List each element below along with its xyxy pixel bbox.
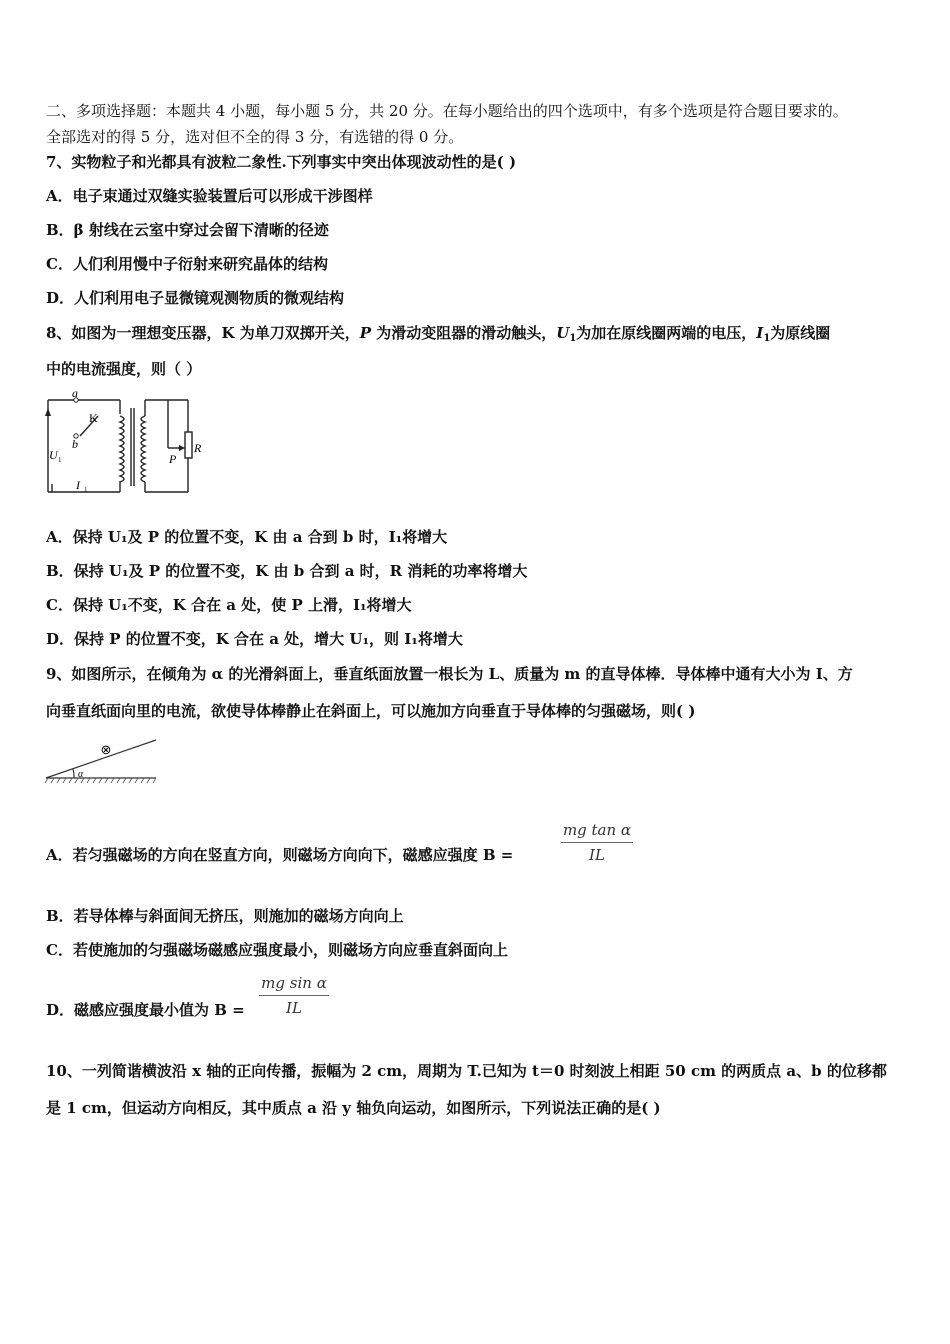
q8-option-b: B．保持 U₁及 P 的位置不变，K 由 b 合到 a 时，R 消耗的功率将增大 bbox=[46, 562, 528, 580]
fig-label-b: b bbox=[72, 437, 78, 451]
fig-label-p: P bbox=[169, 452, 177, 466]
fraction-denominator: IL bbox=[589, 846, 605, 864]
fig-label-k: K bbox=[89, 411, 98, 425]
q7-option-a: A．电子束通过双缝实验装置后可以形成干涉图样 bbox=[46, 187, 373, 205]
q8-option-a: A．保持 U₁及 P 的位置不变，K 由 a 合到 b 时，I₁将增大 bbox=[46, 528, 448, 546]
fig-label-r: R bbox=[194, 441, 202, 455]
q10-stem-line2: 是 1 cm，但运动方向相反，其中质点 a 沿 y 轴负向运动，如图所示，下列说法正确的是( ) bbox=[46, 1099, 661, 1117]
fig-label-a: a bbox=[72, 386, 78, 400]
q9-option-a: A．若匀强磁场的方向在竖直方向，则磁场方向向下，磁感应强度 B = bbox=[46, 846, 514, 864]
q7-stem: 7、实物粒子和光都具有波粒二象性.下列事实中突出体现波动性的是( ) bbox=[46, 153, 517, 171]
fig-label-i: I bbox=[76, 478, 80, 492]
q8-stem: 8、如图为一理想变压器，K 为单刀双掷开关，P 为滑动变阻器的滑动触头，$U_1$为加在原线圈两端的电压，$I_1$为原线圈 bbox=[46, 324, 831, 344]
q7-option-d: D．人们利用电子显微镜观测物质的微观结构 bbox=[46, 289, 345, 307]
fraction-denominator: IL bbox=[286, 999, 302, 1017]
q9-stem-line2: 向垂直纸面向里的电流，欲使导体棒静止在斜面上，可以施加方向垂直于导体棒的匀强磁场，则( ) bbox=[46, 702, 696, 720]
section-instructions-line2: 全部选对的得 5 分，选对但不全的得 3 分，有选错的得 0 分。 bbox=[46, 128, 464, 146]
current-into-page-icon: ⊗ bbox=[100, 742, 112, 757]
q7-option-c: C．人们利用慢中子衍射来研究晶体的结构 bbox=[46, 255, 328, 273]
q9-option-c: C．若使施加的匀强磁场磁感应强度最小，则磁场方向应垂直斜面向上 bbox=[46, 941, 508, 959]
fig-label-u-sub: 1 bbox=[58, 456, 62, 464]
fig-label-i-sub: 1 bbox=[84, 486, 88, 494]
q10-stem-line1: 10、一列简谐横波沿 x 轴的正向传播，振幅为 2 cm，周期为 T.已知为 t＝0 时刻波上相距 50 cm 的两质点 a、b 的位移都 bbox=[46, 1062, 887, 1080]
fig-label-u: U bbox=[49, 448, 58, 462]
fraction-bar bbox=[259, 995, 329, 996]
q9-option-d: D．磁感应强度最小值为 B = bbox=[46, 1001, 245, 1019]
fig-label-alpha: α bbox=[78, 769, 84, 780]
fraction-bar bbox=[561, 842, 633, 843]
q8-option-d: D．保持 P 的位置不变，K 合在 a 处，增大 U₁，则 I₁将增大 bbox=[46, 630, 463, 648]
q8-option-c: C．保持 U₁不变，K 合在 a 处，使 P 上滑，I₁将增大 bbox=[46, 596, 412, 614]
q9-option-b: B．若导体棒与斜面间无挤压，则施加的磁场方向向上 bbox=[46, 907, 404, 925]
q8-stem-line2: 中的电流强度，则（ ） bbox=[46, 360, 202, 378]
transformer-circuit-figure bbox=[40, 386, 210, 500]
q9-option-d-fraction bbox=[259, 974, 329, 1017]
q9-option-a-fraction bbox=[561, 821, 633, 864]
incline-figure bbox=[44, 734, 160, 786]
fraction-numerator: mg tan α bbox=[562, 821, 632, 839]
q9-stem: 9、如图所示，在倾角为 α 的光滑斜面上，垂直纸面放置一根长为 L、质量为 m 的直导体棒．导体棒中通有大小为 I、方 bbox=[46, 665, 853, 683]
fraction-numerator: mg sin α bbox=[261, 974, 327, 992]
section-instructions-line1: 二、多项选择题：本题共 4 小题，每小题 5 分，共 20 分。在每小题给出的四个选项中，有多个选项是符合题目要求的。 bbox=[46, 102, 848, 120]
q7-option-b: B．β 射线在云室中穿过会留下清晰的径迹 bbox=[46, 221, 329, 239]
